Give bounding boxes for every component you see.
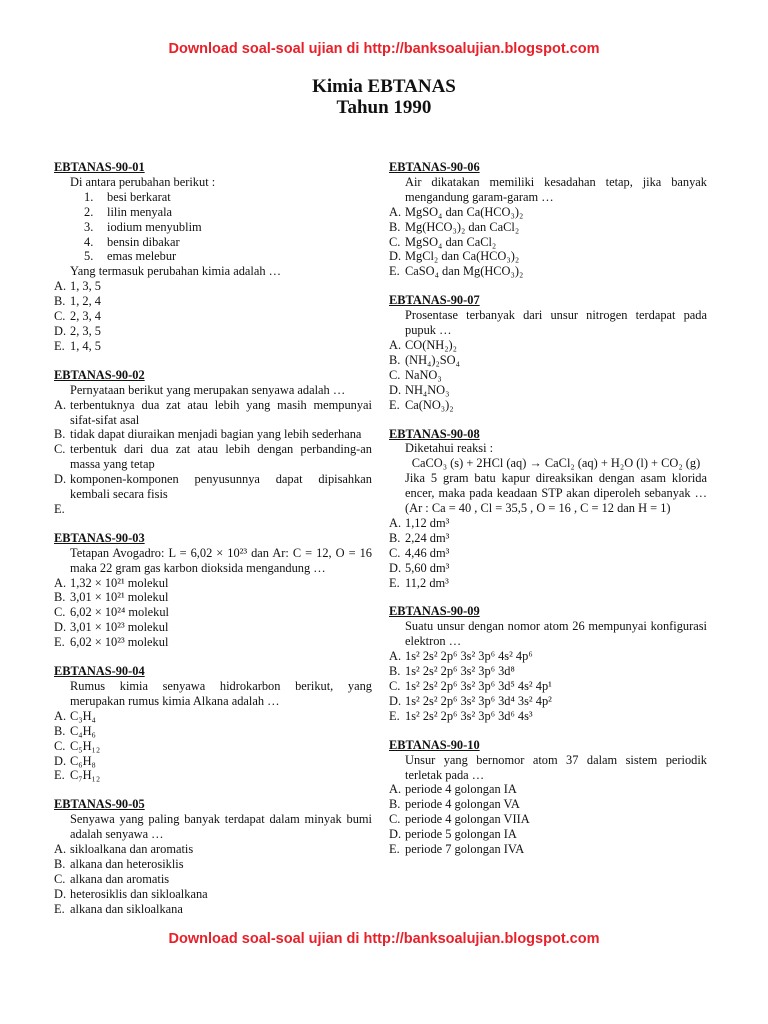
option-c: C. periode 4 golongan VIIA	[389, 812, 530, 827]
option-b: B. tidak dapat diuraikan menjadi bagian yang lebih sederhana	[54, 427, 362, 442]
question-stem: Rumus kimia senyawa hidrokarbon berikut, yang merupakan rumus kimia Alkana adalah …	[70, 679, 372, 708]
option-a: A. terbentuknya dua zat atau lebih yang masih mempunyai sifat-sifat asal	[54, 397, 372, 427]
question-90-09	[389, 604, 707, 723]
page-title: Kimia EBTANAS	[312, 76, 456, 97]
question-90-08	[389, 427, 707, 591]
question-90-05	[54, 797, 372, 916]
option-e: E. periode 7 golongan IVA	[389, 842, 525, 857]
question-stem: Yang termasuk perubahan kimia adalah …	[70, 264, 282, 279]
option-c: C. MgSO₄ dan CaCl₂	[389, 234, 497, 249]
question-header: EBTANAS-90-05	[54, 797, 145, 812]
option-a: A. 1,32 × 10²¹ molekul	[54, 575, 169, 590]
option-b: B. 2,24 dm³	[389, 530, 450, 545]
option-c: C. C₅H₁₂	[54, 738, 101, 753]
question-header: EBTANAS-90-01	[54, 160, 145, 174]
list-item: 5. emas melebur	[84, 249, 177, 264]
download-banner-bottom: Download soal-soal ujian di http://banksoalujian.blogspot.com	[168, 931, 600, 947]
question-90-01	[54, 160, 372, 354]
option-c: C. 1s² 2s² 2p⁶ 3s² 3p⁶ 3d⁵ 4s² 4p¹	[389, 679, 552, 693]
option-a: A. sikloalkana dan aromatis	[54, 842, 194, 857]
right-column	[389, 160, 707, 871]
question-intro: Diketahui reaksi :	[405, 441, 494, 456]
left-column	[54, 160, 372, 931]
page-subtitle: Tahun 1990	[336, 97, 432, 118]
question-90-03	[54, 531, 372, 650]
option-b: B. alkana dan heterosiklis	[54, 856, 184, 871]
option-c: C. terbentuk dari dua zat atau lebih dengan perbanding-an massa yang tetap	[54, 442, 372, 472]
list-item: 4. bensin dibakar	[84, 234, 180, 249]
option-c: C. alkana dan aromatis	[54, 871, 170, 886]
option-b: B. (NH₄)₂SO₄	[389, 352, 460, 367]
question-header: EBTANAS-90-03	[54, 530, 145, 545]
question-header: EBTANAS-90-09	[389, 604, 480, 619]
question-90-07	[389, 293, 707, 412]
option-e: E. 1, 4, 5	[54, 338, 101, 353]
option-d: D. NH₄NO₃	[389, 382, 450, 397]
reaction-equation: CaCO₃ (s) + 2HCl (aq) → CaCl₂ (aq) + H₂O (l) + CO₂ (g)	[411, 456, 701, 471]
option-b: B. 1s² 2s² 2p⁶ 3s² 3p⁶ 3d⁸	[389, 664, 515, 679]
option-c: C. 2, 3, 4	[54, 309, 101, 324]
option-a: A. periode 4 golongan IA	[389, 782, 517, 797]
option-c: C. NaNO₃	[389, 367, 442, 382]
question-header: EBTANAS-90-07	[389, 293, 480, 308]
question-90-10	[389, 738, 707, 857]
option-e: E.	[54, 501, 65, 516]
option-e: E. C₇H₁₂	[54, 768, 101, 783]
option-b: B. Mg(HCO₃)₂ dan CaCl₂	[389, 219, 520, 234]
list-item: 3. iodium menyublim	[84, 219, 202, 234]
list-item: 1. besi berkarat	[84, 189, 171, 204]
question-header: EBTANAS-90-08	[389, 426, 480, 441]
download-banner-top: Download soal-soal ujian di http://banksoalujian.blogspot.com	[168, 41, 600, 57]
option-d: D. periode 5 golongan IA	[389, 827, 517, 842]
question-stem: Pernyataan berikut yang merupakan senyawa adalah …	[70, 382, 346, 397]
question-stem: Jika 5 gram batu kapur direaksikan dengan asam klorida encer, maka pada keadaan STP akan diperoleh sebanyak … (Ar : Ca = 40 , Cl = 35,5 , O = 16 , C = 12 dan H = 1)	[405, 471, 707, 516]
option-d: D. 1s² 2s² 2p⁶ 3s² 3p⁶ 3d⁴ 3s² 4p²	[389, 693, 552, 708]
question-90-04	[54, 664, 372, 783]
option-a: A. C₃H₄	[54, 708, 96, 723]
option-a: A. MgSO₄ dan Ca(HCO₃)₂	[389, 204, 524, 219]
question-header: EBTANAS-90-04	[54, 664, 145, 679]
question-intro: Di antara perubahan berikut :	[70, 174, 216, 189]
option-a: A. 1,12 dm³	[389, 515, 450, 530]
option-e: E. Ca(NO₃)₂	[389, 397, 454, 412]
option-e: E. CaSO₄ dan Mg(HCO₃)₂	[389, 264, 524, 279]
option-d: D. 5,60 dm³	[389, 560, 450, 575]
option-a: A. 1s² 2s² 2p⁶ 3s² 3p⁶ 4s² 4p⁶	[389, 649, 533, 664]
question-stem: Air dikatakan memiliki kesadahan tetap, jika banyak mengandung garam-garam …	[405, 174, 707, 204]
option-d: D. MgCl₂ dan Ca(HCO₃)₂	[389, 249, 520, 264]
option-e: E. 6,02 × 10²³ molekul	[54, 635, 169, 650]
question-header: EBTANAS-90-02	[54, 367, 145, 382]
option-a: A. 1, 3, 5	[54, 279, 101, 294]
question-header: EBTANAS-90-06	[389, 160, 480, 174]
option-c: C. 4,46 dm³	[389, 545, 450, 560]
question-stem: Unsur yang bernomor atom 37 dalam sistem periodik terletak pada …	[405, 752, 707, 782]
question-stem: Suatu unsur dengan nomor atom 26 mempunyai konfigurasi elektron …	[405, 619, 707, 649]
option-e: E. 1s² 2s² 2p⁶ 3s² 3p⁶ 3d⁶ 4s³	[389, 708, 533, 723]
option-e: E. alkana dan sikloalkana	[54, 901, 183, 916]
option-d: D. 2, 3, 5	[54, 323, 101, 338]
option-b: B. 3,01 × 10²¹ molekul	[54, 590, 169, 605]
option-e: E. 11,2 dm³	[389, 575, 449, 590]
question-90-06	[389, 160, 707, 279]
option-b: B. periode 4 golongan VA	[389, 797, 520, 812]
option-c: C. 6,02 × 10²⁴ molekul	[54, 605, 169, 620]
question-stem: Prosentase terbanyak dari unsur nitrogen terdapat pada pupuk …	[405, 308, 707, 338]
option-b: B. 1, 2, 4	[54, 294, 101, 309]
question-stem: Tetapan Avogadro: L = 6,02 × 10²³ dan Ar: C = 12, O = 16 maka 22 gram gas karbon dioksida mengandung …	[70, 545, 372, 575]
option-b: B. C₄H₆	[54, 723, 96, 738]
question-90-02	[54, 368, 372, 517]
option-d: D. 3,01 × 10²³ molekul	[54, 620, 169, 635]
option-d: D. heterosiklis dan sikloalkana	[54, 886, 208, 901]
list-item: 2. lilin menyala	[84, 204, 173, 219]
question-header: EBTANAS-90-10	[389, 737, 480, 752]
option-d: D. komponen-komponen penyusunnya dapat dipisahkan kembali secara fisis	[54, 472, 372, 502]
option-a: A. CO(NH₂)₂	[389, 337, 458, 352]
question-stem: Senyawa yang paling banyak terdapat dalam minyak bumi adalah senyawa …	[70, 812, 372, 842]
option-d: D. C₆H₈	[54, 753, 96, 768]
